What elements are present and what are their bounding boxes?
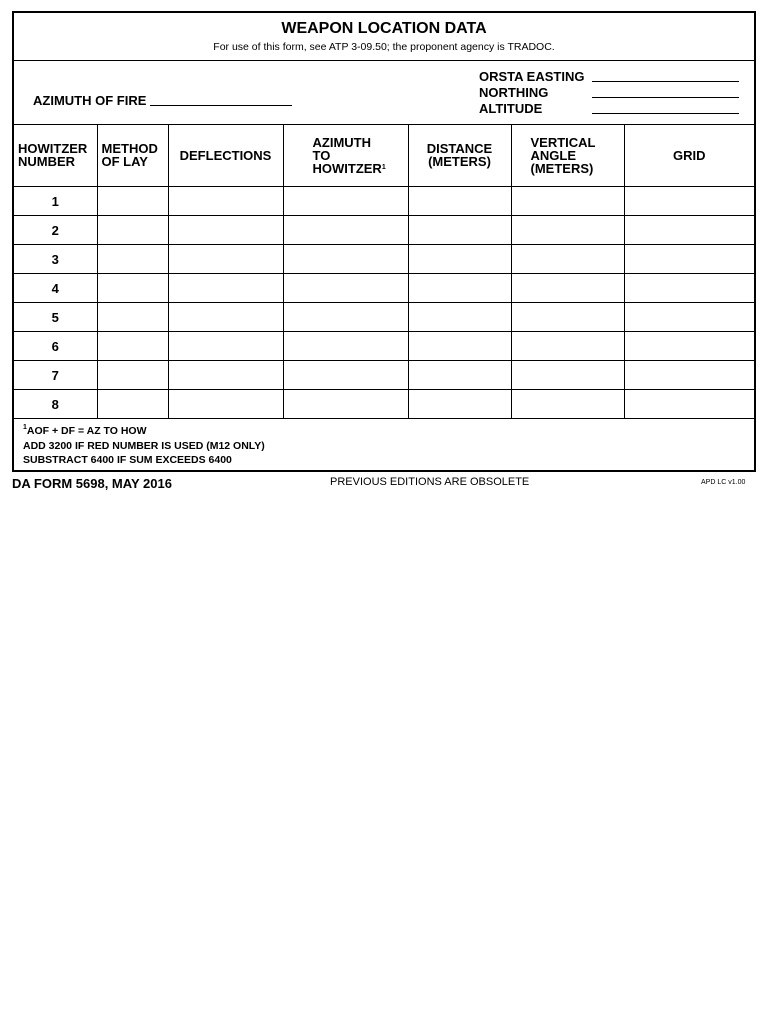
- method-of-lay-cell[interactable]: [97, 245, 168, 274]
- table-row: [14, 332, 754, 361]
- version-label: APD LC v1.00: [701, 479, 746, 486]
- azimuth-cell[interactable]: [283, 303, 408, 332]
- howitzer-number-cell: 7: [14, 361, 97, 390]
- vertical-angle-cell[interactable]: [511, 390, 624, 419]
- table-row: [14, 245, 754, 274]
- grid-cell[interactable]: [624, 187, 754, 216]
- deflections-cell[interactable]: [168, 216, 283, 245]
- azimuth-cell[interactable]: [283, 390, 408, 419]
- azimuth-cell[interactable]: [283, 216, 408, 245]
- distance-cell[interactable]: [408, 303, 511, 332]
- col-distance: DISTANCE (METERS): [408, 124, 511, 187]
- col-grid: GRID: [624, 124, 754, 187]
- orsta-easting-field[interactable]: [592, 81, 739, 82]
- azimuth-cell[interactable]: [283, 245, 408, 274]
- distance-cell[interactable]: [408, 216, 511, 245]
- grid-cell[interactable]: [624, 245, 754, 274]
- table-row: [14, 216, 754, 245]
- form-subtitle: For use of this form, see ATP 3-09.50; the proponent agency is TRADOC.: [213, 41, 555, 53]
- table-row: [14, 274, 754, 303]
- orsta-easting-label: ORSTA EASTING: [479, 69, 585, 84]
- northing-label: NORTHING: [479, 85, 549, 100]
- location-section: [14, 60, 754, 125]
- table-row: [14, 361, 754, 390]
- footnotes: [14, 418, 754, 470]
- grid-cell[interactable]: [624, 390, 754, 419]
- azimuth-cell[interactable]: [283, 332, 408, 361]
- deflections-cell[interactable]: [168, 187, 283, 216]
- deflections-cell[interactable]: [168, 274, 283, 303]
- method-of-lay-cell[interactable]: [97, 303, 168, 332]
- grid-cell[interactable]: [624, 361, 754, 390]
- grid-cell[interactable]: [624, 274, 754, 303]
- distance-cell[interactable]: [408, 274, 511, 303]
- howitzer-number-cell: 5: [14, 303, 97, 332]
- col-deflections: DEFLECTIONS: [168, 124, 283, 187]
- method-of-lay-cell[interactable]: [97, 390, 168, 419]
- footnote-line-3: SUBSTRACT 6400 IF SUM EXCEEDS 6400: [23, 454, 232, 466]
- form-identifier: DA FORM 5698, MAY 2016: [12, 476, 172, 491]
- northing-field[interactable]: [592, 97, 739, 98]
- editions-notice: PREVIOUS EDITIONS ARE OBSOLETE: [330, 476, 530, 488]
- vertical-angle-cell[interactable]: [511, 245, 624, 274]
- distance-cell[interactable]: [408, 187, 511, 216]
- col-howitzer-number: HOWITZER NUMBER: [14, 124, 97, 187]
- vertical-angle-cell[interactable]: [511, 303, 624, 332]
- howitzer-number-cell: 1: [14, 187, 97, 216]
- method-of-lay-cell[interactable]: [97, 332, 168, 361]
- howitzer-number-cell: 8: [14, 390, 97, 419]
- table-row: [14, 303, 754, 332]
- distance-cell[interactable]: [408, 332, 511, 361]
- method-of-lay-cell[interactable]: [97, 216, 168, 245]
- vertical-angle-cell[interactable]: [511, 187, 624, 216]
- form-header: [14, 13, 754, 61]
- distance-cell[interactable]: [408, 245, 511, 274]
- grid-cell[interactable]: [624, 303, 754, 332]
- vertical-angle-cell[interactable]: [511, 361, 624, 390]
- howitzer-number-cell: 3: [14, 245, 97, 274]
- weapon-data-table: [14, 124, 754, 419]
- azimuth-of-fire-label: AZIMUTH OF FIRE: [33, 93, 147, 108]
- howitzer-number-cell: 6: [14, 332, 97, 361]
- table-row: [14, 187, 754, 216]
- azimuth-cell[interactable]: [283, 361, 408, 390]
- deflections-cell[interactable]: [168, 303, 283, 332]
- azimuth-of-fire-field[interactable]: [150, 105, 292, 106]
- method-of-lay-cell[interactable]: [97, 187, 168, 216]
- vertical-angle-cell[interactable]: [511, 332, 624, 361]
- col-method-of-lay: METHOD OF LAY: [97, 124, 168, 187]
- azimuth-cell[interactable]: [283, 274, 408, 303]
- grid-cell[interactable]: [624, 332, 754, 361]
- col-vertical-angle: VERTICAL ANGLE (METERS): [511, 124, 624, 187]
- form-title: WEAPON LOCATION DATA: [281, 20, 487, 37]
- deflections-cell[interactable]: [168, 390, 283, 419]
- footnote-line-2: ADD 3200 IF RED NUMBER IS USED (M12 ONLY): [23, 440, 265, 452]
- deflections-cell[interactable]: [168, 361, 283, 390]
- table-row: [14, 390, 754, 419]
- azimuth-cell[interactable]: [283, 187, 408, 216]
- deflections-cell[interactable]: [168, 245, 283, 274]
- distance-cell[interactable]: [408, 390, 511, 419]
- vertical-angle-cell[interactable]: [511, 274, 624, 303]
- distance-cell[interactable]: [408, 361, 511, 390]
- footnote-line-1: $^1$AOF + DF = AZ TO HOW: [23, 424, 147, 437]
- altitude-label: ALTITUDE: [479, 101, 543, 116]
- method-of-lay-cell[interactable]: [97, 274, 168, 303]
- howitzer-number-cell: 2: [14, 216, 97, 245]
- grid-cell[interactable]: [624, 216, 754, 245]
- weapon-location-form: [12, 11, 756, 472]
- method-of-lay-cell[interactable]: [97, 361, 168, 390]
- altitude-field[interactable]: [592, 113, 739, 114]
- deflections-cell[interactable]: [168, 332, 283, 361]
- howitzer-number-cell: 4: [14, 274, 97, 303]
- col-azimuth-to-howitzer: AZIMUTH TO HOWITZER$^1$: [283, 124, 408, 187]
- footnote-marker: 1: [381, 163, 386, 171]
- vertical-angle-cell[interactable]: [511, 216, 624, 245]
